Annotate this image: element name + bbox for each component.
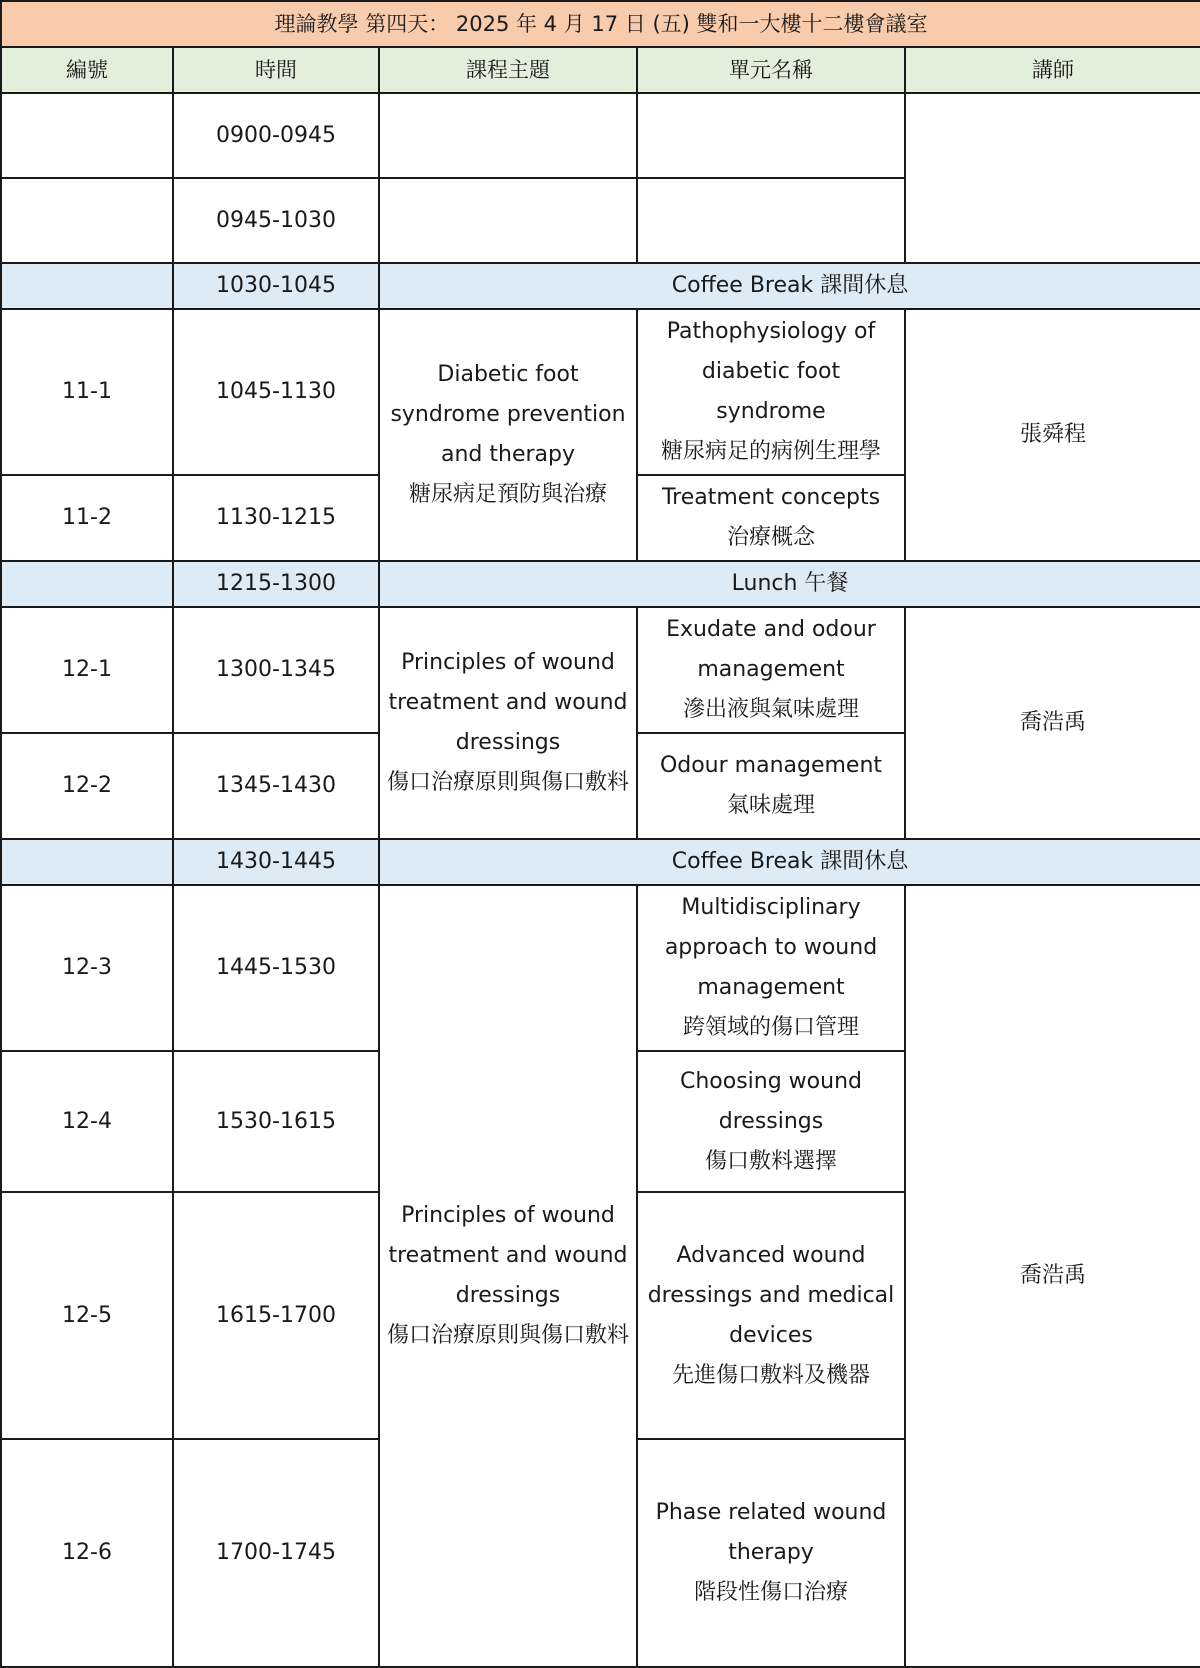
unit-name <box>637 733 905 839</box>
session-time: 1345-1430 <box>173 733 379 839</box>
unit-name <box>637 885 905 1051</box>
session-time: 1045-1130 <box>173 309 379 475</box>
break-label: Lunch 午餐 <box>379 561 1200 607</box>
unit-name-en: Pathophysiology of diabetic foot syndrome <box>666 319 876 424</box>
lecturer: 張舜程 <box>905 309 1200 561</box>
course-topic-zh: 糖尿病足預防與治療 <box>408 482 607 507</box>
course-topic <box>379 93 637 178</box>
table-row <box>1 607 1200 733</box>
unit-name <box>637 475 905 561</box>
session-time: 0900-0945 <box>173 93 379 178</box>
course-topic <box>379 178 637 263</box>
unit-name-zh: 跨領域的傷口管理 <box>682 1015 859 1040</box>
header-row <box>1 47 1200 93</box>
table-row <box>1 309 1200 475</box>
header-topic: 課程主題 <box>379 47 637 93</box>
session-number: 12-4 <box>1 1051 173 1192</box>
lecturer: 喬浩禹 <box>905 607 1200 839</box>
break-label: Coffee Break 課間休息 <box>379 839 1200 885</box>
unit-name-en: Exudate and odour management <box>666 617 876 682</box>
session-number: 11-2 <box>1 475 173 561</box>
unit-name-zh: 糖尿病足的病例生理學 <box>660 439 881 464</box>
unit-name-zh: 階段性傷口治療 <box>693 1580 848 1605</box>
session-number: 12-3 <box>1 885 173 1051</box>
unit-name-en: Treatment concepts <box>661 485 881 510</box>
unit-name <box>637 1192 905 1439</box>
unit-name-en: Phase related wound therapy <box>655 1500 887 1565</box>
unit-name-zh: 滲出液與氣味處理 <box>682 697 859 722</box>
title-row <box>1 1 1200 47</box>
session-number <box>1 178 173 263</box>
session-time: 1530-1615 <box>173 1051 379 1192</box>
session-time: 1030-1045 <box>173 263 379 309</box>
session-time: 1130-1215 <box>173 475 379 561</box>
unit-name-zh: 先進傷口敷料及機器 <box>671 1362 870 1388</box>
session-number: 12-6 <box>1 1439 173 1667</box>
course-topic <box>379 309 637 561</box>
session-time: 0945-1030 <box>173 178 379 263</box>
header-unit: 單元名稱 <box>637 47 905 93</box>
session-number <box>1 839 173 885</box>
lecturer <box>905 93 1200 263</box>
unit-name <box>637 607 905 733</box>
unit-name-zh: 治療概念 <box>726 525 815 550</box>
header-time: 時間 <box>173 47 379 93</box>
course-topic-en: Diabetic foot syndrome prevention and therapy <box>390 362 626 467</box>
session-time: 1300-1345 <box>173 607 379 733</box>
schedule-title: 理論教學 第四天： 2025 年 4 月 17 日 (五) 雙和一大樓十二樓會議室 <box>1 1 1200 47</box>
session-time: 1430-1445 <box>173 839 379 885</box>
session-number <box>1 93 173 178</box>
break-row <box>1 561 1200 607</box>
session-number: 11-1 <box>1 309 173 475</box>
session-time: 1615-1700 <box>173 1192 379 1439</box>
break-label: Coffee Break 課間休息 <box>379 263 1200 309</box>
table-row <box>1 885 1200 1051</box>
header-number: 編號 <box>1 47 173 93</box>
break-row <box>1 263 1200 309</box>
unit-name-zh: 氣味處理 <box>726 793 815 818</box>
unit-name <box>637 1439 905 1667</box>
session-number: 12-1 <box>1 607 173 733</box>
session-time: 1215-1300 <box>173 561 379 607</box>
unit-name <box>637 1051 905 1192</box>
unit-name-en: Advanced wound dressings and medical devices <box>647 1242 895 1348</box>
course-topic-en: Principles of wound treatment and wound dressings <box>388 1203 628 1308</box>
table-row <box>1 93 1200 178</box>
session-time: 1700-1745 <box>173 1439 379 1667</box>
unit-name-zh: 傷口敷料選擇 <box>704 1148 837 1174</box>
unit-name <box>637 178 905 263</box>
unit-name-en: Odour management <box>659 753 883 778</box>
session-number <box>1 263 173 309</box>
break-row <box>1 839 1200 885</box>
unit-name-en: Choosing wound dressings <box>679 1068 862 1134</box>
lecturer: 喬浩禹 <box>905 885 1200 1667</box>
unit-name <box>637 309 905 475</box>
course-topic-zh: 傷口治療原則與傷口敷料 <box>386 1323 629 1348</box>
session-time: 1445-1530 <box>173 885 379 1051</box>
course-topic <box>379 607 637 839</box>
course-topic-en: Principles of wound treatment and wound dressings <box>388 650 628 755</box>
session-number: 12-5 <box>1 1192 173 1439</box>
session-number <box>1 561 173 607</box>
unit-name <box>637 93 905 178</box>
unit-name-en: Multidisciplinary approach to wound management <box>664 895 878 1000</box>
header-lecturer: 講師 <box>905 47 1200 93</box>
course-topic-zh: 傷口治療原則與傷口敷料 <box>386 770 629 795</box>
course-topic <box>379 885 637 1667</box>
session-number: 12-2 <box>1 733 173 839</box>
